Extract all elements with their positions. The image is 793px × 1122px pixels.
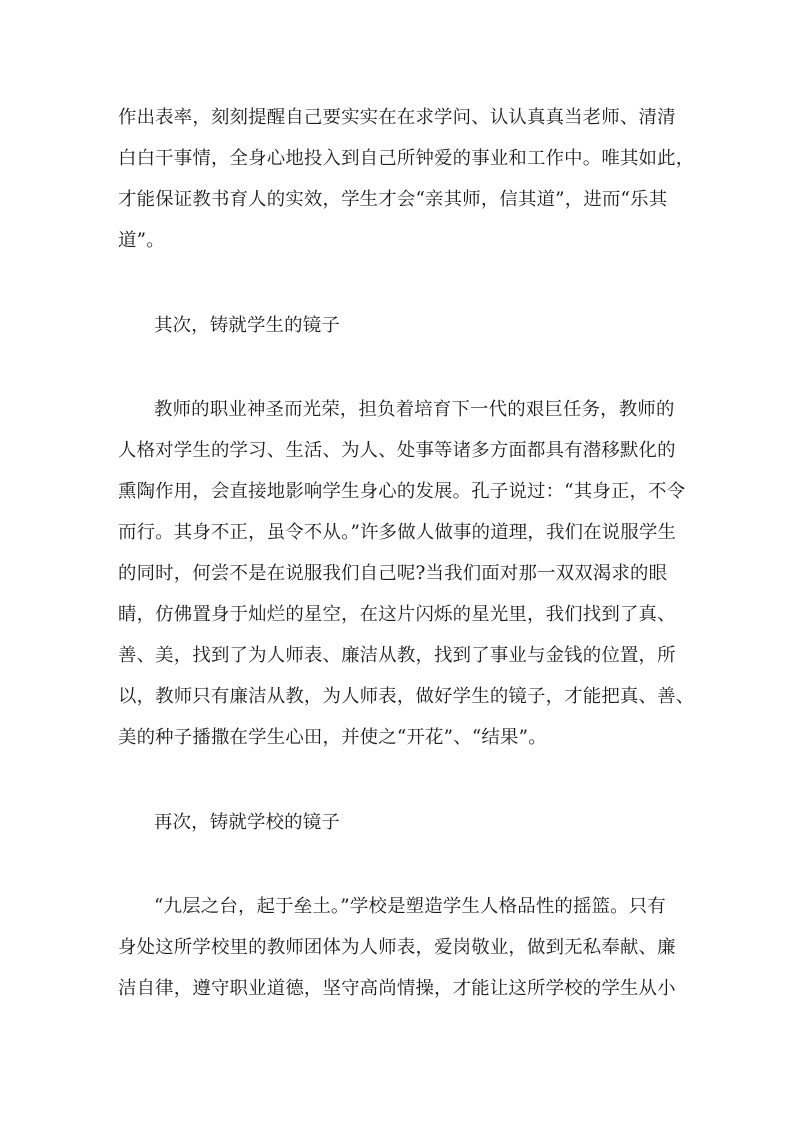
section-heading: 其次，铸就学生的镜子 — [154, 315, 340, 336]
paragraph-line: 善、美，找到了为人师表、廉洁从教，找到了事业与金钱的位置，所 — [118, 645, 676, 666]
paragraph-line: 熏陶作用，会直接地影响学生身心的发展。孔子说过：“其身正，不令 — [118, 481, 686, 502]
section-heading: 再次，铸就学校的镜子 — [154, 812, 340, 833]
paragraph-line: 睛，仿佛置身于灿烂的星空，在这片闪烁的星光里，我们找到了真、 — [118, 604, 676, 625]
paragraph-line: 白白干事情，全身心地投入到自己所钟爱的事业和工作中。唯其如此， — [118, 148, 695, 169]
paragraph-line: 以，教师只有廉洁从教，为人师表，做好学生的镜子，才能把真、善、 — [118, 686, 695, 707]
paragraph-line: 身处这所学校里的教师团体为人师表，爱岗敬业，做到无私奉献、廉 — [118, 937, 676, 958]
paragraph-line: 美的种子播撒在学生心田，并使之“开花”、“结果”。 — [118, 727, 547, 748]
paragraph-line: 的同时，何尝不是在说服我们自己呢?当我们面对那一双双渴求的眼 — [118, 563, 668, 584]
paragraph-line: 道”。 — [118, 230, 165, 251]
paragraph-line: 教师的职业神圣而光荣，担负着培育下一代的艰巨任务，教师的 — [154, 399, 675, 420]
paragraph-line: 人格对学生的学习、生活、为人、处事等诸多方面都具有潜移默化的 — [118, 440, 676, 461]
paragraph-line: “九层之台，起于垒土。”学校是塑造学生人格品性的摇篮。只有 — [154, 896, 666, 917]
paragraph-line: 才能保证教书育人的实效，学生才会“亲其师，信其道”，进而“乐其 — [118, 189, 668, 210]
paragraph-line: 洁自律，遵守职业道德，坚守高尚情操，才能让这所学校的学生从小 — [118, 978, 676, 999]
paragraph-line: 而行。其身不正，虽令不从。”许多做人做事的道理，我们在说服学生 — [118, 522, 677, 543]
paragraph-line: 作出表率，刻刻提醒自己要实实在在求学问、认认真真当老师、清清 — [118, 107, 676, 128]
